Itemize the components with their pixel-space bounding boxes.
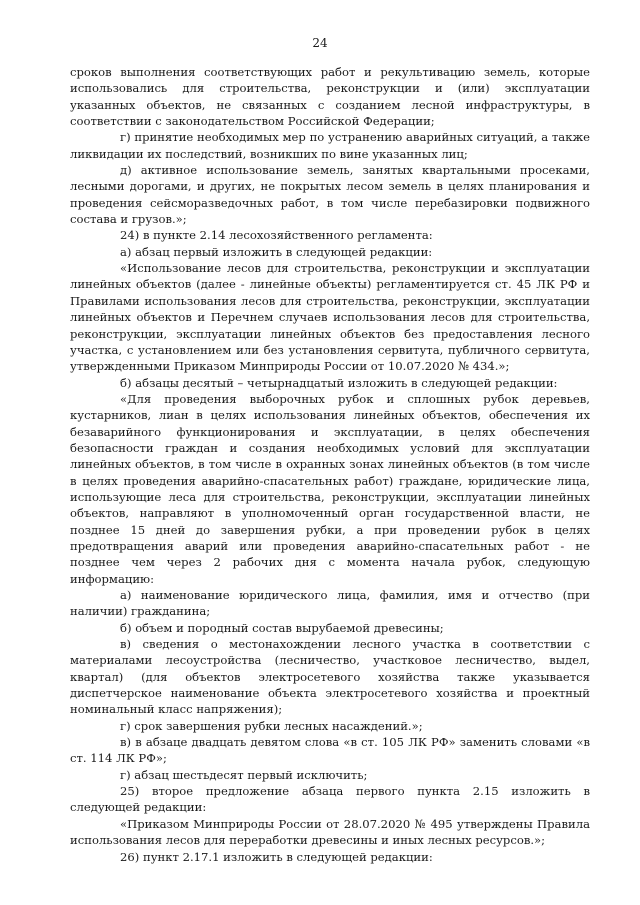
paragraph: б) абзацы десятый – четырнадцатый изложить в следующей редакции: xyxy=(120,375,558,390)
paragraph: в) в абзаце двадцать девятом слова «в ст. 105 ЛК РФ» заменить словами «в ст. 114 ЛК РФ»; xyxy=(70,735,590,766)
paragraph: 24) в пункте 2.14 лесохозяйственного регламента: xyxy=(120,228,433,243)
paragraph: а) абзац первый изложить в следующей редакции: xyxy=(120,244,433,259)
paragraph: сроков выполнения соответствующих работ и рекультивацию земель, которые использовались для строительства, реконструкции и (или) эксплуатации указанных объектов, не связанных с созданием лесной инфраструктуры, в соответствии с законодательством Российской Федерации; xyxy=(70,65,590,129)
paragraph: 26) пункт 2.17.1 изложить в следующей редакции: xyxy=(120,849,433,864)
paragraph: «Использование лесов для строительства, реконструкции и эксплуатации линейных объектов (далее - линейные объекты) регламентируется ст. 45 ЛК РФ и Правилами использования лесов для строительства, реконструкции, эксплуатации линейных объектов и Перечнем случаев использования лесов для строительства, реконструкции, эксплуатации линейных объектов без предоставления лесного участка, с установлением или без установления сервитута, публичного сервитута, утвержденными Приказом Минприроды России от 10.07.2020 № 434.»; xyxy=(70,261,590,374)
paragraph: 25) второе предложение абзаца первого пункта 2.15 изложить в следующей редакции: xyxy=(70,784,590,815)
paragraph: г) срок завершения рубки лесных насаждений.»; xyxy=(120,718,423,733)
paragraph: в) сведения о местонахождении лесного участка в соответствии с материалами лесоустройства (лесничество, участковое лесничество, выдел, квартал) (для объектов электросетевого хозяйства также указывается диспетчерское наименование объекта электросетевого хозяйства и проектный номинальный класс напряжения); xyxy=(70,637,590,717)
paragraph: а) наименование юридического лица, фамилия, имя и отчество (при наличии) гражданина; xyxy=(70,588,590,619)
paragraph: г) абзац шестьдесят первый исключить; xyxy=(120,767,368,782)
paragraph: «Приказом Минприроды России от 28.07.2020 № 495 утверждены Правила использования лесов для переработки древесины и иных лесных ресурсов.»; xyxy=(70,816,590,848)
paragraph: д) активное использование земель, занятых квартальными просеками, лесными дорогами, и других, не покрытых лесом земель в целях планирования и проведения сейсморазведочных работ, в том числе перебазировки подвижного состава и грузов.»; xyxy=(70,163,590,227)
paragraph: б) объем и породный состав вырубаемой древесины; xyxy=(120,620,444,635)
paragraph: г) принятие необходимых мер по устранению аварийных ситуаций, а также ликвидации их последствий, возникших по вине указанных лиц; xyxy=(70,130,590,161)
page-number: 24 xyxy=(312,36,328,50)
paragraph: «Для проведения выборочных рубок и сплошных рубок деревьев, кустарников, лиан в целях использования линейных объектов, обеспечения их безаварийного функционирования и эксплуатации, в целях обеспечения безопасности граждан и создания необходимых условий для эксплуатации линейных объектов, в том числе в охранных зонах линейных объектов (в том числе в целях проведения аварийно-спасательных работ) граждане, юридические лица, использующие леса для строительства, реконструкции, эксплуатации линейных объектов, направляют в уполномоченный орган государственной власти, не позднее 15 дней до завершения рубки, а при проведении рубок в целях предотвращения аварий или проведения аварийно-спасательных работ - не позднее чем через 2 рабочих дня с момента начала рубок, следующую информацию: xyxy=(70,391,590,586)
document-body xyxy=(70,64,590,865)
